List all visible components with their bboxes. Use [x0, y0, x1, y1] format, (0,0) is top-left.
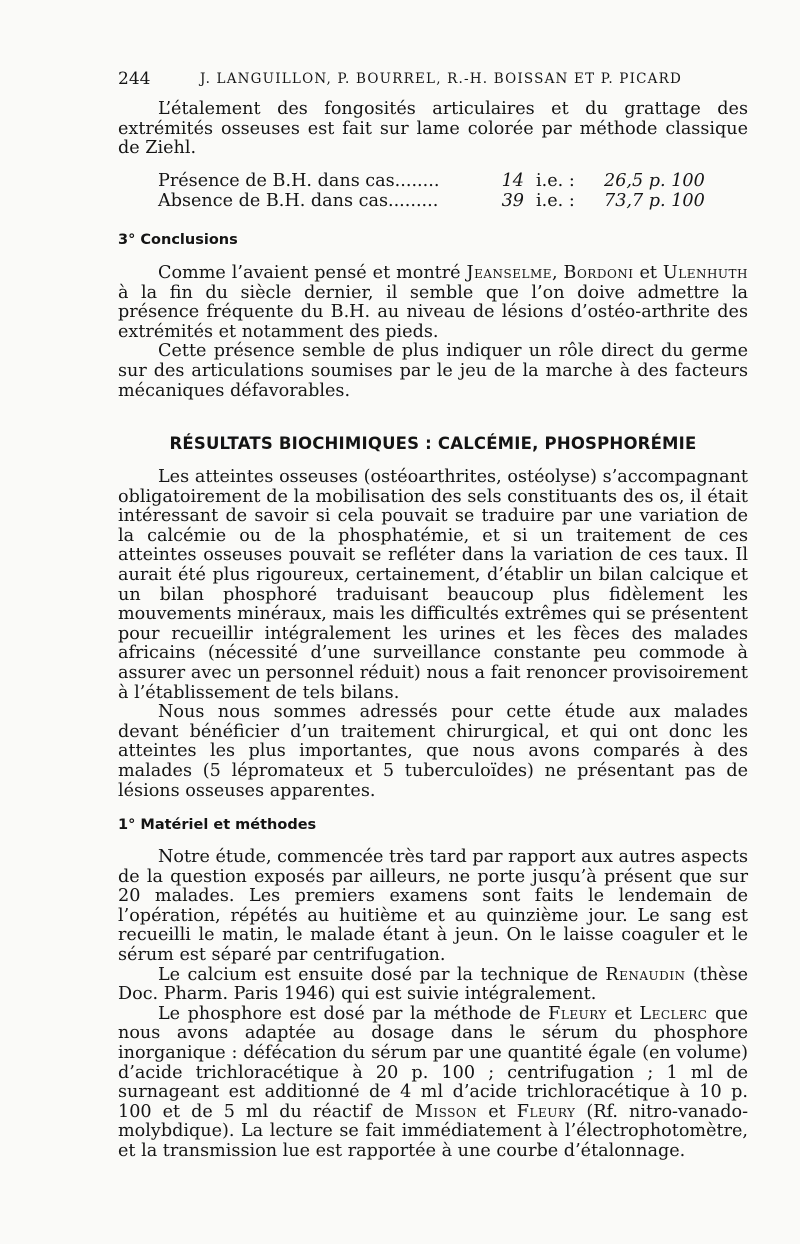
- author-name: Renaudin: [605, 964, 686, 985]
- author-name: Bordoni: [563, 263, 634, 283]
- heading-number: 3°: [118, 232, 136, 248]
- stat-percent: 73,7 p. 100: [604, 191, 705, 211]
- stat-ie: i.e. :: [536, 171, 575, 191]
- author-name: Fleury: [548, 1003, 607, 1024]
- conclusions-paragraph-1: [118, 264, 748, 342]
- biochem-block: [118, 468, 748, 801]
- heading-title: Matériel et méthodes: [140, 817, 317, 833]
- text-run: (thèse Doc. Pharm. Paris 1946) qui est suivie intégralement.: [118, 964, 749, 1005]
- author-name: Misson: [414, 1101, 478, 1122]
- heading-title: Conclusions: [140, 232, 238, 248]
- stats-table: [158, 171, 718, 211]
- heading-number: 1°: [118, 817, 136, 833]
- intro-paragraph: L’étalement des fongosités articulaires et du grattage des extrémités osseuses est fait sur lame colorée par méthode classique de Ziehl.: [118, 99, 748, 159]
- author-name: Jeanselme: [466, 263, 552, 283]
- text-run: (Rf. nitro-vanado-molybdique). La lecture se fait immédiatement à l’électrophotomètre, et la transmission lue est rapportée à une courbe d’étalonnage.: [118, 1101, 749, 1161]
- materiel-block: [118, 848, 748, 1162]
- stat-row-absence: [158, 191, 718, 211]
- materiel-paragraph-1: Notre étude, commencée très tard par rapport aux autres aspects de la question exposés par ailleurs, ne porte jusqu’à présent que sur 20 malades. Les premiers examens sont faits le lendemain de l’opération, répétés au huitième et au quinzième jour. Le sang est recueilli le matin, le malade étant à jeun. On le laisse coaguler et le sérum est séparé par centrifugation.: [118, 847, 748, 965]
- text-run: et: [488, 1101, 506, 1122]
- intro-paragraph-block: [118, 100, 748, 159]
- text-run: à la fin du siècle dernier, il semble que l’on doive admettre la présence fréquente du B.H. au niveau de lésions d’ostéo-arthrite des extrémités et notamment des pieds.: [118, 282, 748, 342]
- author-name: Leclerc: [639, 1003, 708, 1024]
- author-name: Ulenhuth: [662, 263, 749, 283]
- text-run: Le calcium est ensuite dosé par la technique de: [158, 964, 599, 985]
- stat-percent: 26,5 p. 100: [604, 171, 705, 191]
- conclusions-paragraph-2: Cette présence semble de plus indiquer un rôle direct du germe sur des articulations soumises par le jeu de la marche à des facteurs mécaniques défavorables.: [118, 341, 748, 401]
- stat-count: 14: [501, 171, 524, 191]
- conclusions-block: [118, 264, 748, 401]
- materiel-paragraph-2: [118, 966, 748, 1005]
- page-number: 244: [118, 69, 151, 89]
- stat-label: Absence de B.H. dans cas.........: [158, 191, 439, 211]
- stat-row-presence: [158, 171, 718, 191]
- materiel-heading: [118, 817, 316, 833]
- text-run: Le phosphore est dosé par la méthode de: [158, 1003, 541, 1024]
- text-run: et: [639, 263, 657, 283]
- biochem-paragraph-2: Nous nous sommes adressés pour cette étude aux malades devant bénéficier d’un traitement chirurgical, et qui ont donc les atteintes les plus importantes, que nous avons comparés à des malades (5 lépromateux et 5 tuberculoïdes) ne présentant pas de lésions osseuses apparentes.: [118, 702, 748, 801]
- stat-ie: i.e. :: [536, 191, 575, 211]
- text-run: Comme l’avaient pensé et montré: [158, 263, 461, 283]
- running-head: J. LANGUILLON, P. BOURREL, R.-H. BOISSAN ET P. PICARD: [200, 71, 682, 87]
- stat-count: 39: [501, 191, 524, 211]
- text-run: que nous avons adaptée au dosage dans le sérum du phosphore inorganique : défécation du sérum par une quantité égale (en volume) d’acide trichloracétique à 20 p. 100 ; centrifugation ; 1 ml de surnageant est additionné de 4 ml d’acide trichloracétique à 10 p. 100 et de 5 ml du réactif de: [118, 1003, 749, 1122]
- text-run: et: [614, 1003, 632, 1024]
- text-run: ,: [552, 263, 558, 283]
- stat-label: Présence de B.H. dans cas........: [158, 171, 440, 191]
- page-header: [118, 69, 682, 93]
- materiel-paragraph-3: [118, 1005, 748, 1162]
- author-name: Fleury: [516, 1101, 576, 1122]
- biochem-paragraph-1: Les atteintes osseuses (ostéoarthrites, ostéolyse) s’accompagnant obligatoirement de la mobilisation des sels constituants des os, il était intéressant de savoir si cela pouvait se traduire par une variation de la calcémie ou de la phosphatémie, et si un traitement de ces atteintes osseuses pouvait se refléter dans la variation de ces taux. Il aurait été plus rigoureux, certainement, d’établir un bilan calcique et un bilan phosphoré traduisant beaucoup plus fidèlement les mouvements minéraux, mais les difficultés extrêmes qui se présentent pour recueillir intégralement les urines et les fèces des malades africains (nécessité d’une surveillance constante peu commode à assurer avec un personnel réduit) nous a fait renoncer provisoirement à l’établissement de tels bilans.: [118, 467, 749, 703]
- conclusions-heading: [118, 232, 238, 248]
- section-title: RÉSULTATS BIOCHIMIQUES : CALCÉMIE, PHOSPHORÉMIE: [169, 434, 697, 453]
